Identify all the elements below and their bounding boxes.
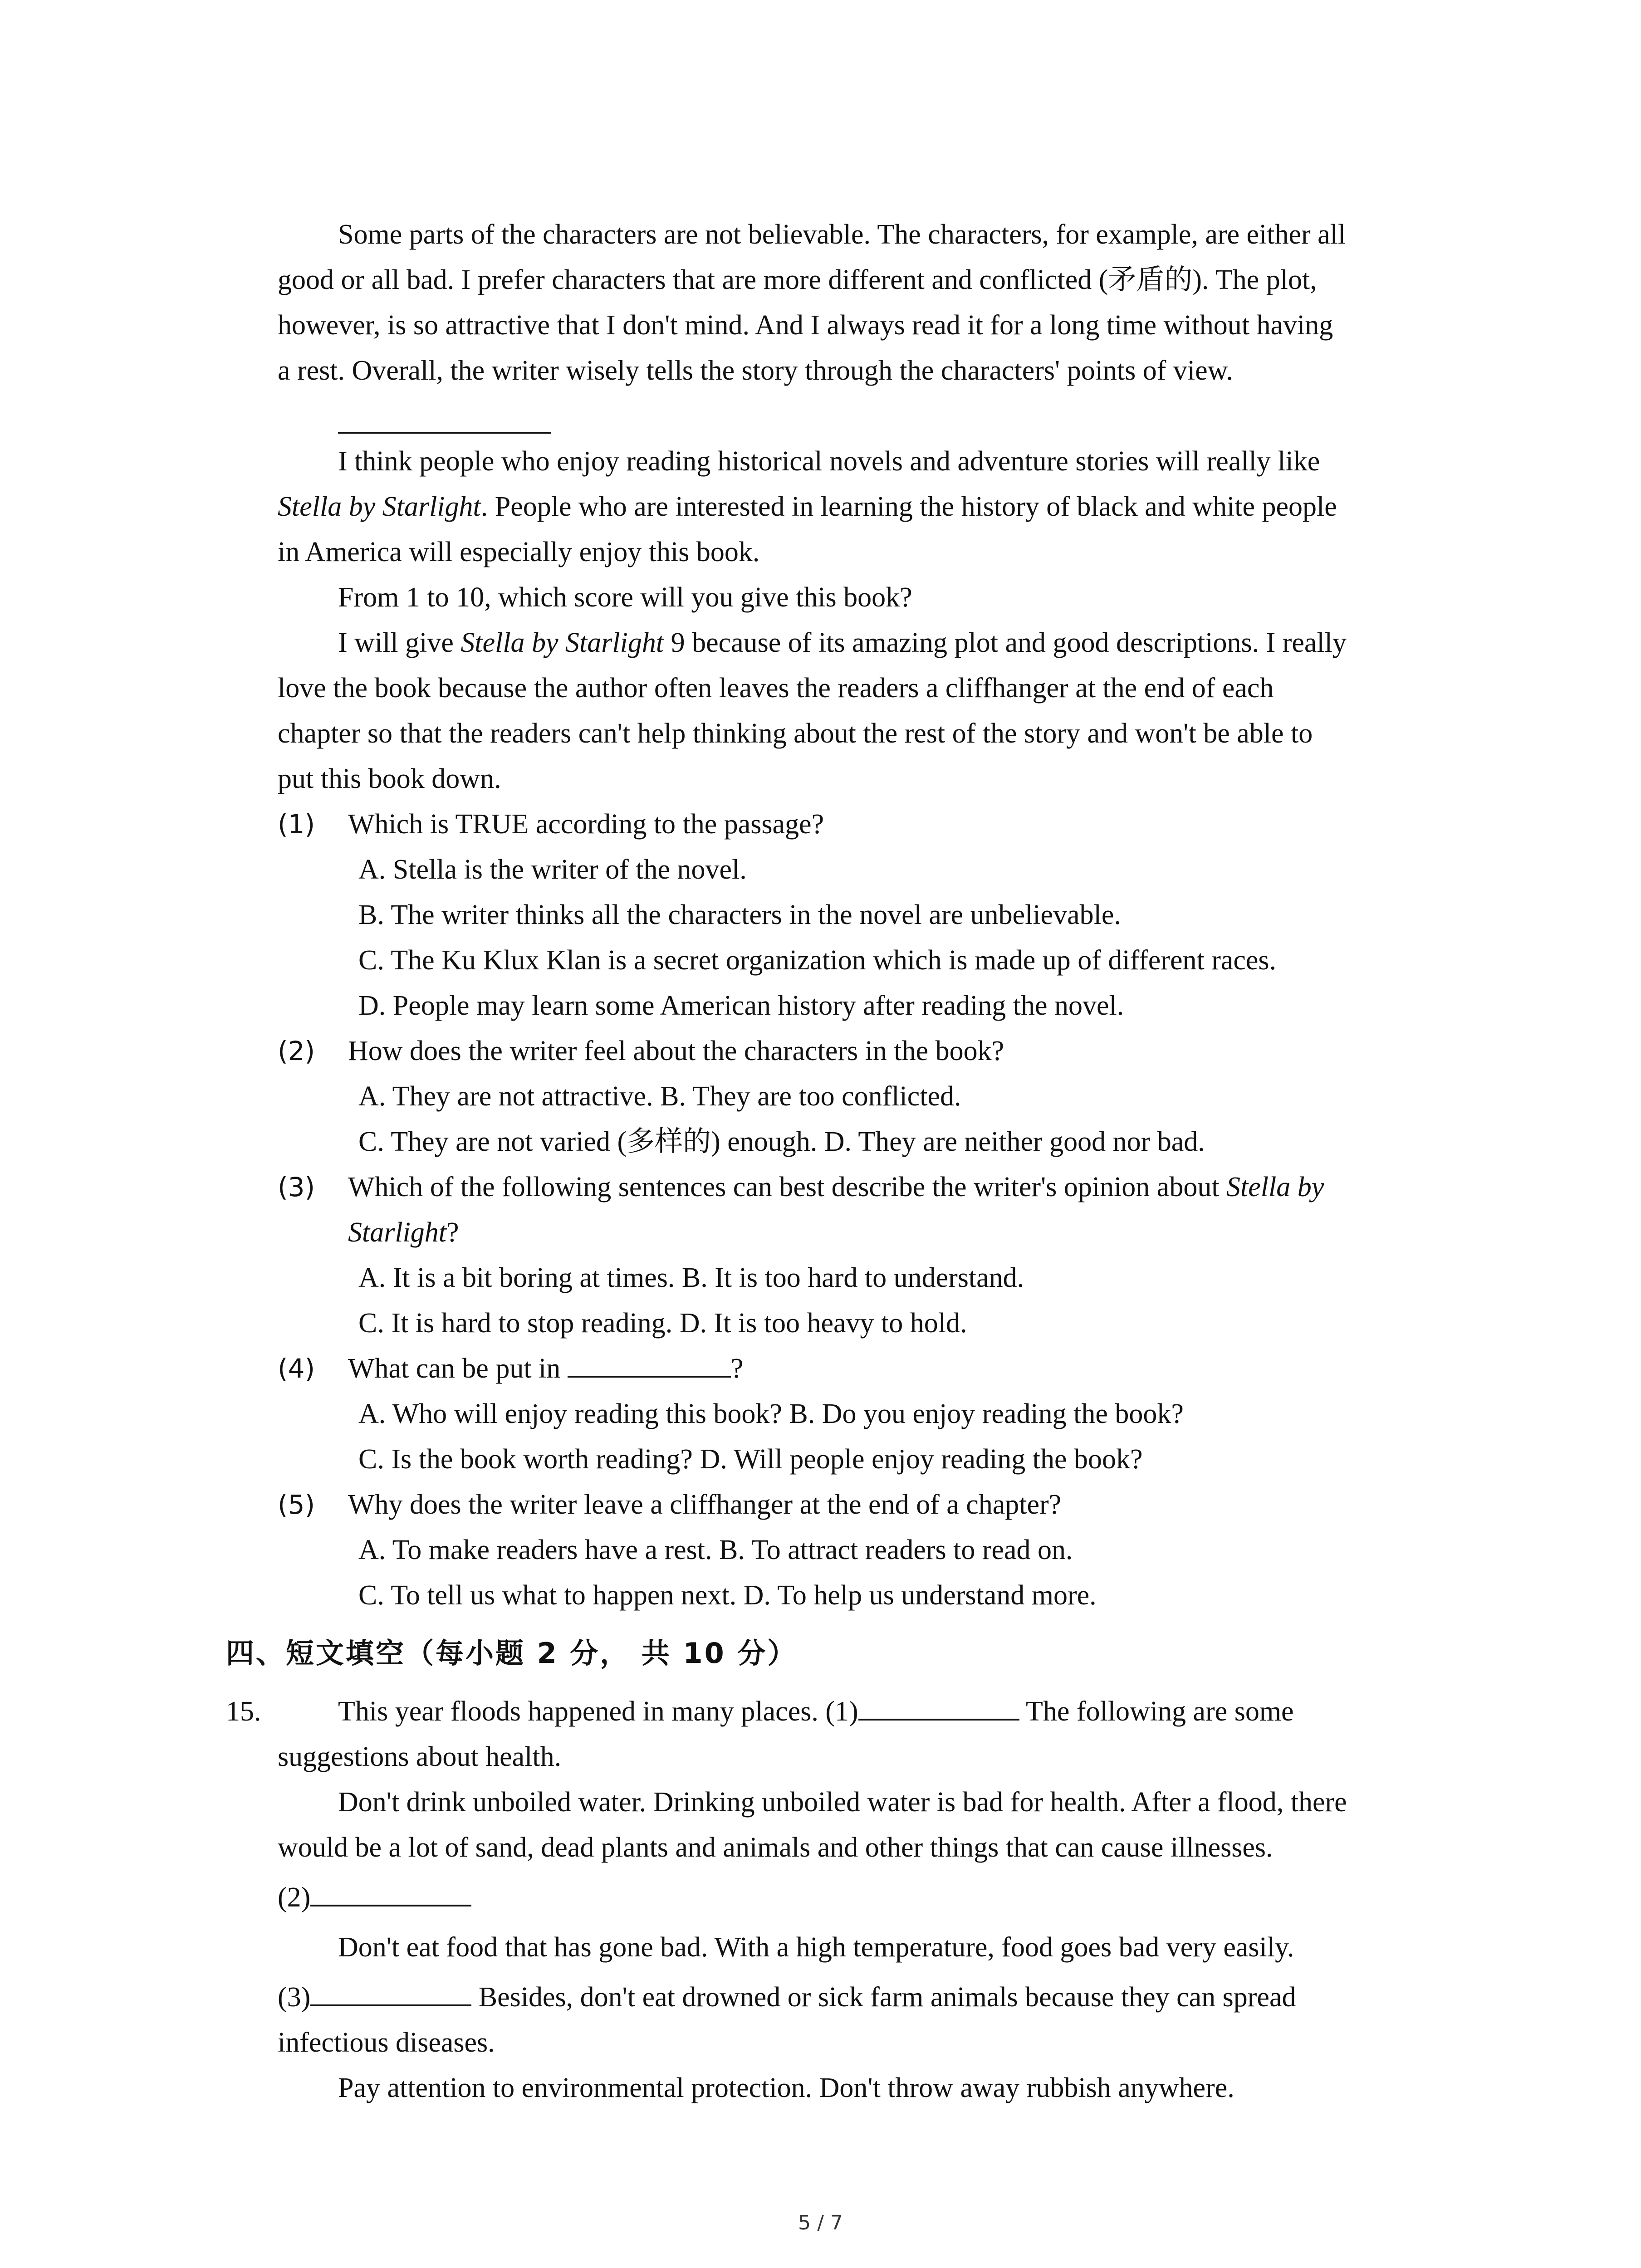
section-heading: 四、短文填空（每小题 2 分， 共 10 分）: [226, 1637, 798, 1670]
passage-line: [278, 489, 1337, 525]
option: C. Is the book worth reading? D. Will people enjoy reading the book?: [358, 1444, 1143, 1475]
page-number: 5 / 7: [798, 2211, 843, 2234]
passage-line: infectious diseases.: [278, 2027, 495, 2058]
answer-blank-1[interactable]: [858, 1693, 1019, 1721]
question-number: (2): [278, 1036, 315, 1066]
option: A. To make readers have a rest. B. To attract readers to read on.: [358, 1535, 1073, 1565]
option: A. Who will enjoy reading this book? B. Do you enjoy reading the book?: [358, 1398, 1184, 1429]
passage-line: in America will especially enjoy this book.: [278, 537, 760, 567]
option: C. They are not varied (多样的) enough. D. They are neither good nor bad.: [358, 1126, 1205, 1157]
option: A. Stella is the writer of the novel.: [358, 854, 747, 885]
passage-line: however, is so attractive that I don't mind. And I always read it for a long time without having: [278, 310, 1333, 341]
blank-label: (2): [278, 1882, 311, 1913]
question-number: (3): [278, 1172, 315, 1202]
question-number: (1): [278, 809, 315, 840]
passage-line: [338, 625, 1347, 661]
question-text: [348, 1350, 743, 1387]
answer-blank-2[interactable]: [310, 1879, 471, 1906]
question-text-part: ?: [730, 1353, 744, 1384]
passage-text: This year floods happened in many places. (1): [338, 1696, 858, 1727]
passage-line: suggestions about health.: [278, 1741, 562, 1772]
option: A. It is a bit boring at times. B. It is too hard to understand.: [358, 1262, 1024, 1293]
passage-line: I think people who enjoy reading historical novels and adventure stories will really like: [338, 446, 1320, 477]
option: C. To tell us what to happen next. D. To help us understand more.: [358, 1580, 1097, 1611]
book-title: Stella by Starlight: [460, 627, 664, 658]
passage-line: a rest. Overall, the writer wisely tells the story through the characters' points of view.: [278, 355, 1233, 386]
passage-line: [278, 1979, 1296, 2015]
question-text: Why does the writer leave a cliffhanger at the end of a chapter?: [348, 1489, 1062, 1520]
passage-text: The following are some: [1019, 1696, 1294, 1727]
answer-blank[interactable]: [568, 1350, 731, 1378]
passage-line: put this book down.: [278, 763, 501, 794]
passage-line: Don't eat food that has gone bad. With a high temperature, food goes bad very easily.: [338, 1932, 1294, 1963]
blank-label: (3): [278, 1982, 311, 2013]
question-text-part: ?: [446, 1217, 459, 1248]
passage-text: I will give: [338, 627, 461, 658]
passage-line: [278, 1879, 471, 1916]
question-text: [348, 1214, 459, 1251]
book-title: Stella by: [1226, 1172, 1324, 1202]
passage-text: . People who are interested in learning the history of black and white people: [480, 491, 1337, 522]
option: B. The writer thinks all the characters in the novel are unbelievable.: [358, 899, 1121, 930]
answer-blank-3[interactable]: [310, 1979, 471, 2006]
passage-text: Besides, don't eat drowned or sick farm animals because they can spread: [471, 1982, 1296, 2013]
book-title: Starlight: [348, 1217, 447, 1248]
question-number: 15.: [226, 1696, 261, 1727]
question-text: Which is TRUE according to the passage?: [348, 809, 824, 840]
book-title: Stella by Starlight: [278, 491, 481, 522]
passage-line: good or all bad. I prefer characters that are more different and conflicted (矛盾的). The plot,: [278, 264, 1317, 295]
passage-line: Some parts of the characters are not believable. The characters, for example, are either all: [338, 219, 1346, 250]
question-text-part: Which of the following sentences can best describe the writer's opinion about: [348, 1172, 1227, 1202]
passage-line: chapter so that the readers can't help thinking about the rest of the story and won't be able to: [278, 718, 1313, 749]
passage-line: love the book because the author often leaves the readers a cliffhanger at the end of each: [278, 673, 1274, 704]
option: C. It is hard to stop reading. D. It is too heavy to hold.: [358, 1308, 967, 1339]
passage-line: From 1 to 10, which score will you give this book?: [338, 582, 912, 613]
option: C. The Ku Klux Klan is a secret organization which is made up of different races.: [358, 945, 1277, 976]
passage-line: [338, 1693, 1294, 1730]
question-number: (5): [278, 1489, 315, 1520]
answer-blank-heading: [338, 432, 551, 434]
option: D. People may learn some American history after reading the novel.: [358, 990, 1124, 1021]
passage-line: Pay attention to environmental protection. Don't throw away rubbish anywhere.: [338, 2072, 1234, 2103]
passage-line: Don't drink unboiled water. Drinking unboiled water is bad for health. After a flood, there: [338, 1787, 1347, 1818]
question-text: How does the writer feel about the characters in the book?: [348, 1036, 1004, 1066]
passage-line: would be a lot of sand, dead plants and animals and other things that can cause illnesses.: [278, 1832, 1273, 1863]
passage-text: 9 because of its amazing plot and good descriptions. I really: [664, 627, 1347, 658]
question-text: [348, 1169, 1324, 1205]
option: A. They are not attractive. B. They are too conflicted.: [358, 1081, 961, 1112]
question-text-part: What can be put in: [348, 1353, 568, 1384]
question-number: (4): [278, 1353, 315, 1384]
